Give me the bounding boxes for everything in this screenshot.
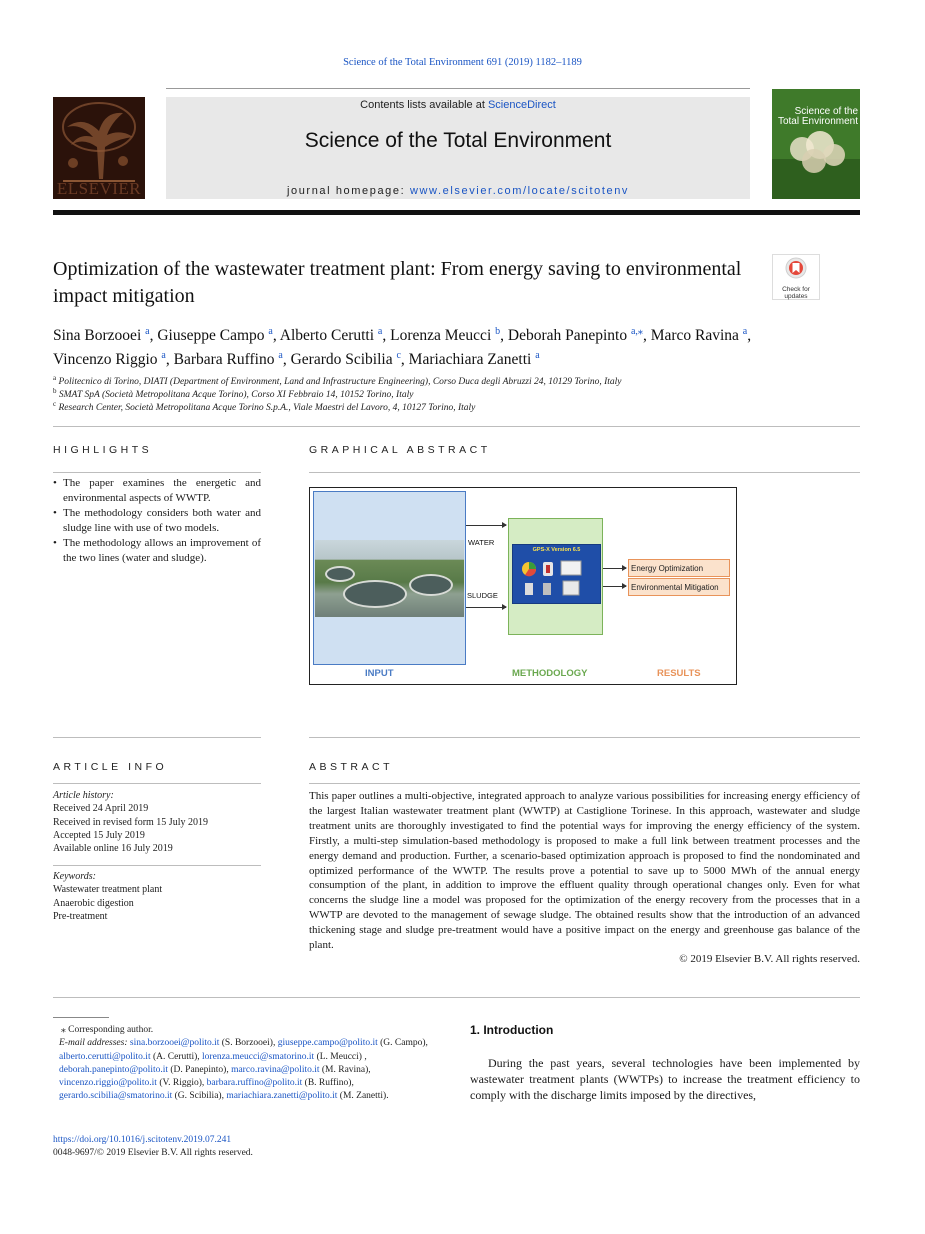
graphical-abstract-heading: GRAPHICAL ABSTRACT (309, 444, 491, 456)
author: Deborah Panepinto $^{a,⁎}$, (507, 326, 651, 345)
doi-link[interactable]: https://doi.org/10.1016/j.scitotenv.2019.07.241 (53, 1135, 232, 1145)
article-info-rule (53, 783, 261, 784)
crossmark-icon (773, 255, 819, 281)
ga-water-label: WATER (468, 538, 495, 547)
contents-availability (166, 99, 750, 111)
author: Giuseppe Campo $^a$, (157, 326, 280, 345)
highlights-rule (53, 472, 261, 473)
highlight-item: • The methodology considers both water and sludge line with use of two models. (53, 506, 261, 536)
ga-methodology-label: METHODOLOGY (512, 668, 588, 679)
affiliation-c: $^c$ Research Center, Società Metropolitana Acque Torino S.p.A., Viale Maestri del Lavoro, 4, 10127 Torino, Italy (53, 400, 476, 414)
affiliation-b: $^b$ SMAT SpA (Società Metropolitana Acque Torino), Corso XI Febbraio 14, 10152 Torino, Italy (53, 387, 414, 401)
author: Lorenza Meucci $^b$, (390, 326, 508, 345)
homepage-url-link[interactable]: www.elsevier.com/locate/scitotenv (409, 185, 630, 197)
author: Sina Borzooei $^a$, (53, 326, 158, 345)
ga-software-icons (513, 545, 600, 603)
crossmark-line-1: Check for (782, 286, 810, 293)
abstract-rule (309, 783, 860, 784)
elsevier-wordmark: ELSEVIER (56, 179, 142, 198)
graphical-abstract-rule (309, 472, 860, 473)
ga-results-label: RESULTS (657, 668, 701, 679)
ga-result-arrow-2 (603, 586, 626, 587)
highlight-item: • The methodology allows an improvement of the two lines (water and sludge). (53, 536, 261, 566)
email-link[interactable]: marco.ravina@polito.it (231, 1064, 320, 1075)
email-link[interactable]: alberto.cerutti@polito.it (59, 1051, 151, 1062)
journal-header-banner (166, 97, 750, 199)
email-link[interactable]: mariachiara.zanetti@polito.it (226, 1091, 338, 1102)
keywords-label: Keywords: (53, 871, 96, 882)
ga-water-arrow (466, 525, 506, 526)
affiliation-a: $^a$ Politecnico di Torino, DIATI (Department of Environment, Land and Infrastructure Engineering), Corso Duca degli Abruzzi 24, 10129 Torino, Italy (53, 374, 622, 388)
contents-prefix: Contents lists available at (360, 99, 488, 111)
footnote-rule (53, 1017, 109, 1018)
graphical-abstract-figure[interactable] (309, 487, 737, 685)
history-entry: Received in revised form 15 July 2019 (53, 816, 208, 828)
email-link[interactable]: barbara.ruffino@polito.it (206, 1078, 303, 1089)
article-title: Optimization of the wastewater treatment plant: From energy saving to environmental impact mitigation (53, 258, 742, 307)
author: Alberto Cerutti $^a$, (279, 326, 391, 345)
ga-energy-optimization: Energy Optimization (628, 559, 730, 577)
keyword: Pre-treatment (53, 910, 108, 922)
journal-title: Science of the Total Environment (304, 129, 612, 152)
section-divider (53, 426, 860, 427)
abstract-text: This paper outlines a multi-objective, integrated approach to analyze various possibilities for increasing energy efficiency of the largest Italian wastewater treatment plant (WWTP) at Castiglione Torinese. In this approach, wastewater and sludge treatment units are thoroughly investigated to find the potential ways for improving the energy efficiency of the system. Firstly, a multi-step simulation-based methodology is proposed to make a full link between treatment processes and the energy demand and production. Further, a scenario-based optimization approach is proposed to find the nondominated and optimized performance of the WWTP. The results prove a potential to save up to 5000 MWh of the annual energy consumption of the plant, in addition to improve the effluent quality through operational changes only. Even for what concerns the sludge line a model was proposed for the optimization of the energy recovery from the processes that in a WWTP are devoted to the management of sewage sludge. The obtained results show that the introduction of an advanced thickening stage and sludge pre-treatment would have a positive impact on the energy and greenhouse gas balance of the plant. (309, 790, 860, 952)
highlights-list (53, 476, 261, 566)
ga-sludge-arrow (466, 607, 506, 608)
author: Marco Ravina $^a$, (650, 326, 752, 345)
journal-cover-image[interactable] (772, 89, 860, 199)
ga-gpsx-window (512, 544, 601, 604)
keywords-rule (53, 865, 261, 866)
email-link[interactable]: vincenzo.riggio@polito.it (59, 1078, 157, 1089)
issn-copyright: 0048-9697/© 2019 Elsevier B.V. All rights reserved. (53, 1148, 253, 1158)
article-history (53, 789, 261, 855)
keyword: Wastewater treatment plant (53, 884, 163, 896)
corresponding-author-footnote (53, 1024, 448, 1104)
keyword: Anaerobic digestion (53, 897, 134, 909)
email-link[interactable]: deborah.panepinto@polito.it (59, 1064, 169, 1075)
email-addresses: E-mail addresses: sina.borzooei@polito.it (S. Borzooei), giuseppe.campo@polito.it (G. Campo), alberto.cerutti@polito.it (A. Cerutti), lorenza.meucci@smatorino.it (L. Meucci) , deborah.panepinto@polito.it (D. Panepinto), marco.ravina@polito.it (M. Ravina), vincenzo.riggio@polito.it (V. Riggio), barbara.ruffino@polito.it (B. Ruffino), gerardo.scibilia@smatorino.it (G. Scibilia), mariachiara.zanetti@polito.it (M. Zanetti). (59, 1038, 428, 1102)
email-link[interactable]: lorenza.meucci@smatorino.it (202, 1051, 315, 1062)
journal-homepage (166, 185, 750, 197)
author: Gerardo Scibilia $^c$, (290, 350, 409, 369)
body-divider (53, 997, 860, 998)
cover-title: Science of the Total Environment (777, 106, 858, 127)
ga-result-arrow-1 (603, 568, 626, 569)
abstract-copyright: © 2019 Elsevier B.V. All rights reserved. (679, 953, 860, 965)
introduction-heading: 1. Introduction (470, 1023, 554, 1037)
author: Mariachiara Zanetti $^a$ (408, 350, 540, 369)
keywords (53, 870, 261, 923)
history-entry: Received 24 April 2019 (53, 803, 149, 815)
ga-input-label: INPUT (365, 668, 394, 679)
article-info-top-rule (53, 737, 261, 738)
ga-methodology-panel (508, 518, 603, 635)
highlights-heading: HIGHLIGHTS (53, 444, 153, 456)
ga-plant-photo (315, 540, 464, 617)
history-entry: Accepted 15 July 2019 (53, 829, 145, 841)
journal-reference-link[interactable]: Science of the Total Environment 691 (2019) 1182–1189 (343, 57, 582, 68)
sciencedirect-link[interactable]: ScienceDirect (487, 99, 556, 111)
author: Vincenzo Riggio $^a$, (53, 350, 174, 369)
email-link[interactable]: gerardo.scibilia@smatorino.it (59, 1091, 173, 1102)
header-divider (53, 210, 860, 215)
ga-input-panel (313, 491, 466, 665)
crossmark-line-2: updates (784, 293, 808, 300)
email-link[interactable]: sina.borzooei@polito.it (129, 1038, 220, 1049)
corresponding-author-note: ⁎ Corresponding author. (61, 1025, 154, 1035)
introduction-text: During the past years, several technologies have been implemented by wastewater treatment plants (WWTPs) to increase the treatment efficiency to comply with the discharge limits imposed by the directives, (470, 1056, 860, 1102)
email-link[interactable]: giuseppe.campo@polito.it (277, 1038, 378, 1049)
ga-environmental-mitigation: Environmental Mitigation (628, 578, 730, 596)
doi-block (53, 1134, 253, 1160)
highlight-item: • The paper examines the energetic and environmental aspects of WWTP. (53, 476, 261, 506)
author: Barbara Ruffino $^a$, (173, 350, 291, 369)
author-list (53, 322, 868, 370)
homepage-label: journal homepage: (286, 185, 410, 197)
ga-software-label: GPS-X Version 6.5 (532, 547, 581, 553)
abstract-heading: ABSTRACT (309, 761, 394, 773)
ga-sludge-label: SLUDGE (467, 591, 498, 600)
elsevier-logo (53, 97, 145, 199)
history-entry: Available online 16 July 2019 (53, 843, 173, 855)
header-top-rule (166, 88, 750, 89)
abstract-top-rule (309, 737, 860, 738)
check-for-updates-button[interactable] (772, 254, 820, 300)
history-label: Article history: (53, 790, 114, 801)
article-info-heading: ARTICLE INFO (53, 761, 168, 773)
